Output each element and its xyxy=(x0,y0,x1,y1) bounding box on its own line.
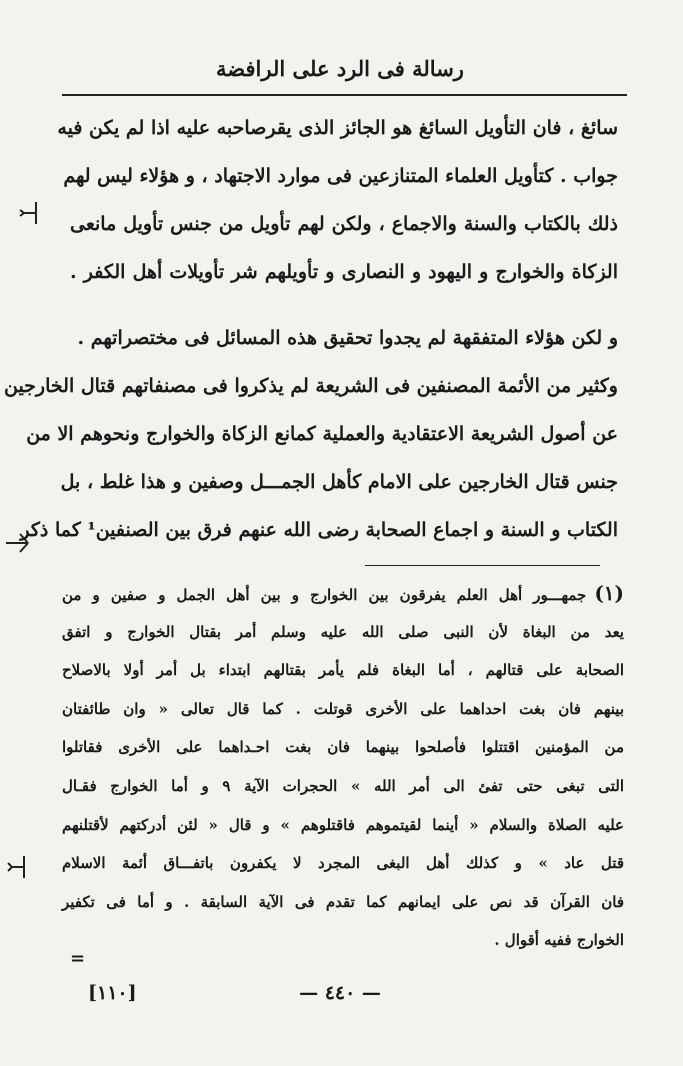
body-line: الزكاة والخوارج و اليهود و النصارى و تأويلهم شر تأويلات أهل الكفر . xyxy=(70,261,618,283)
header-rule xyxy=(62,94,627,96)
margin-mark-icon xyxy=(6,852,36,882)
footnote-line: فان القرآن قد نص على ايمانهم كما تقدم فى الآية السابقة . و أما فى تكفير xyxy=(62,892,624,911)
page-number: — ٤٤٠ — xyxy=(299,982,381,1004)
body-line: و لكن هؤلاء المتفقهة لم يجدوا تحقيق هذه المسائل فى مختصراتهم . xyxy=(77,327,618,349)
margin-mark-icon xyxy=(14,198,42,228)
footnote-line-text: جمهـــور أهل العلم يفرقون بين الخوارج و بين أهل الجمل و صفين و من xyxy=(62,586,587,604)
footnote-line: عليه الصلاة والسلام « أينما لقيتموهم فاقتلوهم » و قال « لئن أدركتهم لأقتلنهم xyxy=(62,815,624,834)
body-line: جواب . كتأويل العلماء المتنازعين فى موارد الاجتهاد ، و هؤلاء ليس لهم xyxy=(63,165,618,187)
footnote-line: قتل عاد » و كذلك أهل البغى المجرد لا يكفرون باتفـــاق أئمة الاسلام xyxy=(62,854,624,873)
footnote-rule xyxy=(365,565,600,566)
footnote-line: من المؤمنين اقتتلوا فأصلحوا بينهما فان بغت احـداهما على الأخرى فقاتلوا xyxy=(62,738,624,757)
continuation-mark: = xyxy=(70,948,86,969)
body-line: سائغ ، فان التأويل السائغ هو الجائز الذى يقرصاحبه عليه اذا لم يكن فيه xyxy=(57,117,618,139)
footnote-line: الخوارج ففيه أقوال . xyxy=(494,931,624,950)
body-line: الكتاب و السنة و اجماع الصحابة رضى الله عنهم فرق بين الصنفين¹ كما ذكر xyxy=(20,519,618,541)
footnote-line: بينهم فان بغت احداهما على الأخرى قوتلت . كما قال تعالى « وان طائفتان xyxy=(62,699,624,718)
main-body-text xyxy=(3,104,618,554)
paragraph-gap xyxy=(70,296,618,314)
body-line: جنس قتال الخارجين على الامام كأهل الجمـــل وصفين و هذا غلط ، بل xyxy=(60,471,618,493)
footnote-line: التى تبغى حتى تفئ الى أمر الله » الحجرات الآية ٩ و أما الخوارج فقـال xyxy=(62,776,624,795)
volume-number: [١١٠] xyxy=(88,982,137,1004)
body-line: ذلك بالكتاب والسنة والاجماع ، ولكن لهم تأويل من جنس تأويل مانعى xyxy=(70,213,618,235)
body-line: عن أصول الشريعة الاعتقادية والعملية كمانع الزكاة والخوارج ونحوهم الا من xyxy=(26,423,618,445)
page-header-title: رسالة فى الرد على الرافضة xyxy=(216,56,464,81)
footnote-line: الصحابة على قتالهم ، أما البغاة فلم يأمر بقتالهم ابتداء بل أمر أولا بالاصلاح xyxy=(62,661,624,680)
body-line: وكثير من الأئمة المصنفين فى الشريعة لم يذكروا فى مصنفاتهم قتال الخارجين xyxy=(3,375,618,397)
footnote-line xyxy=(62,574,624,613)
footnote-block xyxy=(62,574,624,960)
footnote-marker: (١) xyxy=(594,581,624,605)
footnote-line: يعد من البغاة لأن النبى صلى الله عليه وسلم أمر بقتال الخوارج و اتفق xyxy=(62,622,624,641)
